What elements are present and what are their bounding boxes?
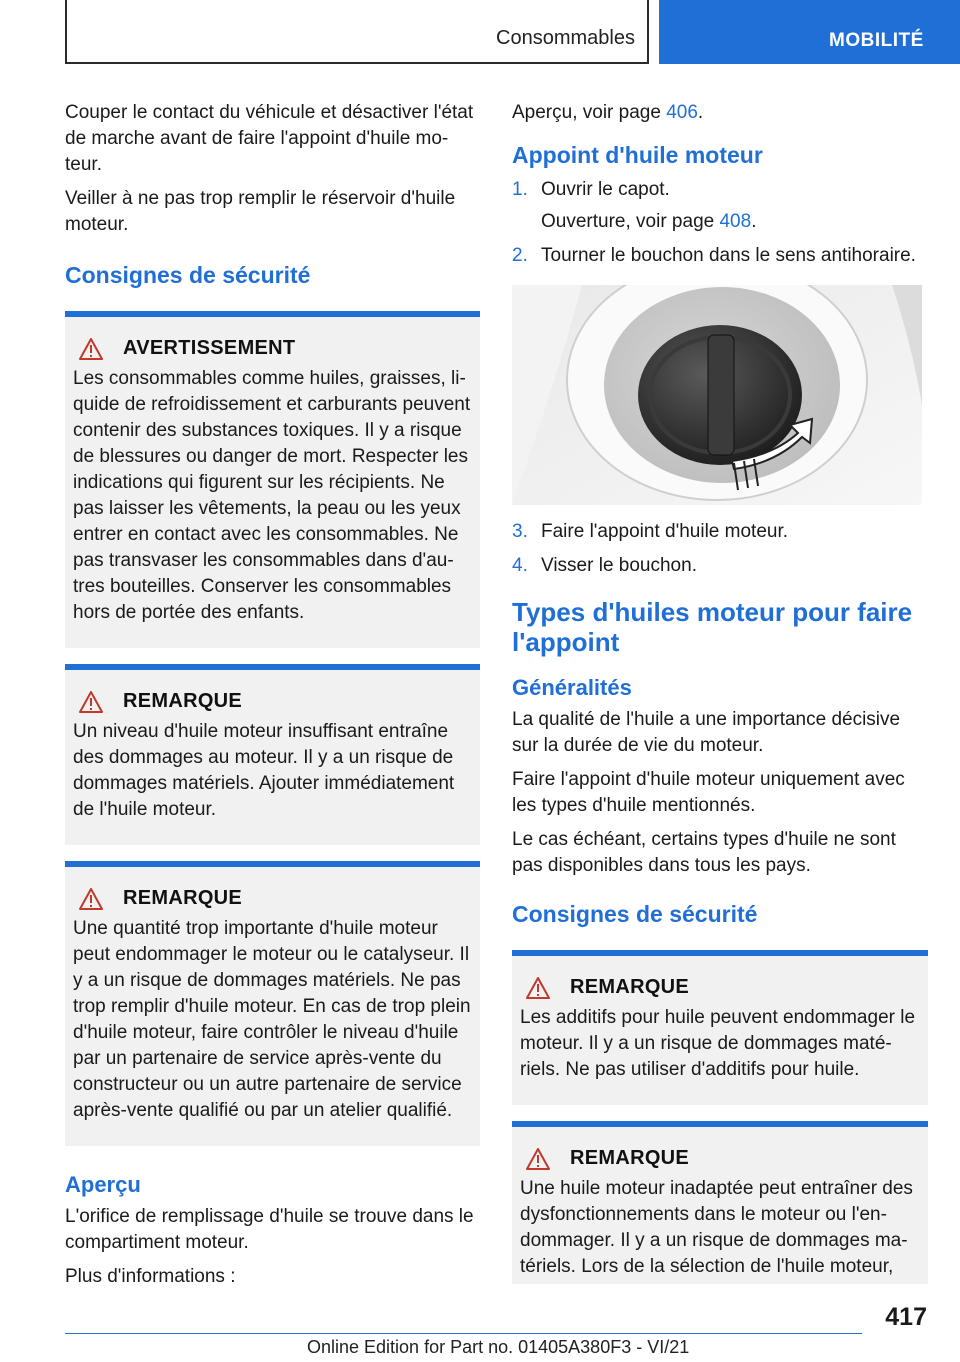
general-heading: Généralités (512, 675, 632, 700)
step-number: 2. (512, 245, 528, 266)
reference-suffix: . (697, 102, 704, 123)
oil-cap-photo (512, 285, 922, 505)
notice-title: REMARQUE (570, 1147, 690, 1169)
warning-triangle-icon (79, 691, 119, 713)
step-subtext (541, 209, 756, 235)
notice-title: REMARQUE (123, 690, 243, 712)
safety-heading: Consignes de sécurité (65, 262, 311, 288)
page-number: 417 (885, 1303, 927, 1331)
step-item (512, 177, 928, 235)
step-text: Visser le bouchon. (541, 555, 697, 576)
steps-list (512, 177, 928, 269)
step-item (512, 519, 928, 545)
header-chapter-tab (659, 0, 960, 64)
step-item (512, 553, 928, 579)
right-column (512, 100, 928, 1300)
overview-reference (512, 100, 928, 126)
general-paragraph: Faire l'appoint d'huile moteur uniquement avec les types d'huile mentionnés. (512, 769, 905, 816)
overview-text: L'orifice de remplissage d'huile se trouve dans le compartiment moteur. (65, 1206, 474, 1253)
notice-title: REMARQUE (123, 887, 243, 909)
step-text: Faire l'appoint d'huile moteur. (541, 521, 789, 542)
subtext-suffix: . (751, 211, 757, 232)
page-link-406[interactable]: 406 (666, 102, 698, 123)
left-column (65, 100, 480, 1298)
page-link-408[interactable]: 408 (719, 211, 752, 232)
subtext-label: Ouverture, voir page (541, 211, 720, 232)
intro-paragraph: Veiller à ne pas trop remplir le réservoir d'huile moteur. (65, 188, 456, 235)
section-title: Consommables (496, 27, 635, 49)
warning-triangle-icon (526, 1148, 566, 1170)
general-paragraph: La qualité de l'huile a une importance décisive sur la durée de vie du moteur. (512, 709, 901, 756)
notice-box (512, 1121, 928, 1284)
warning-triangle-icon (79, 338, 119, 360)
overview-heading: Aperçu (65, 1172, 141, 1197)
topup-heading: Appoint d'huile moteur (512, 142, 763, 168)
notice-title: REMARQUE (570, 976, 690, 998)
warning-text: Les consommables comme huiles, graisses, li-quide de refroidissement et carburants peuvent contenir des substances toxiques. Il y a risque de blessures ou danger de mort. Respecter les indications qui figurent sur les récipients. Ne pas laisser les vêtements, la peau ou les yeux entrer en contact avec les consommables. Ne pas transvaser les consommables dans d'au-tres bouteilles. Conserver les consommables hors de portée des enfants. (73, 368, 471, 623)
notice-text: Les additifs pour huile peuvent endommager le moteur. Il y a un risque de dommages maté-riels. Ne pas utiliser d'additifs pour huile. (520, 1007, 916, 1080)
footer-divider (65, 1333, 862, 1334)
warning-box (65, 311, 480, 648)
edition-footer: Online Edition for Part no. 01405A380F3 - VI/21 (307, 1337, 690, 1357)
notice-box (65, 861, 480, 1146)
step-number: 4. (512, 555, 528, 576)
chapter-title: MOBILITÉ (829, 30, 924, 51)
warning-title: AVERTISSEMENT (123, 337, 296, 359)
step-number: 1. (512, 179, 528, 200)
general-paragraph: Le cas échéant, certains types d'huile ne sont pas disponibles dans tous les pays. (512, 829, 896, 876)
notice-box (512, 950, 928, 1105)
safety-heading: Consignes de sécurité (512, 901, 758, 927)
reference-text: Aperçu, voir page (512, 102, 667, 123)
step-text: Tourner le bouchon dans le sens antihoraire. (541, 245, 916, 266)
warning-triangle-icon (79, 888, 119, 910)
step-number: 3. (512, 521, 528, 542)
notice-text: Une huile moteur inadaptée peut entraîner des dysfonctionnements dans le moteur ou l'en-dommager. Il y a un risque de dommages ma-tériels. Lors de la sélection de l'huile moteur, (520, 1178, 913, 1277)
notice-box (65, 664, 480, 845)
header-section-tab (65, 0, 649, 64)
notice-text: Une quantité trop importante d'huile moteur peut endommager le moteur ou le catalyseur. Il y a un risque de dommages matériels. Ne pas trop remplir d'huile moteur. En cas de trop plein d'huile moteur, faire contrôler le niveau d'huile par un partenaire de service après-vente du constructeur ou un autre partenaire de service après-vente qualifié ou par un atelier qualifié. (73, 918, 471, 1121)
step-item (512, 243, 928, 269)
warning-triangle-icon (526, 977, 566, 999)
oil-types-heading: Types d'huiles moteur pour faire l'appoint (512, 597, 913, 657)
step-text: Ouvrir le capot. (541, 179, 670, 200)
notice-text: Un niveau d'huile moteur insuffisant entraîne des dommages au moteur. Il y a un risque de dommages matériels. Ajouter immédiatement de l'huile moteur. (73, 721, 455, 820)
steps-list-continued (512, 519, 928, 579)
intro-paragraph: Couper le contact du véhicule et désactiver l'état de marche avant de faire l'appoint d'huile mo-teur. (65, 102, 474, 175)
more-info-text: Plus d'informations : (65, 1266, 236, 1287)
